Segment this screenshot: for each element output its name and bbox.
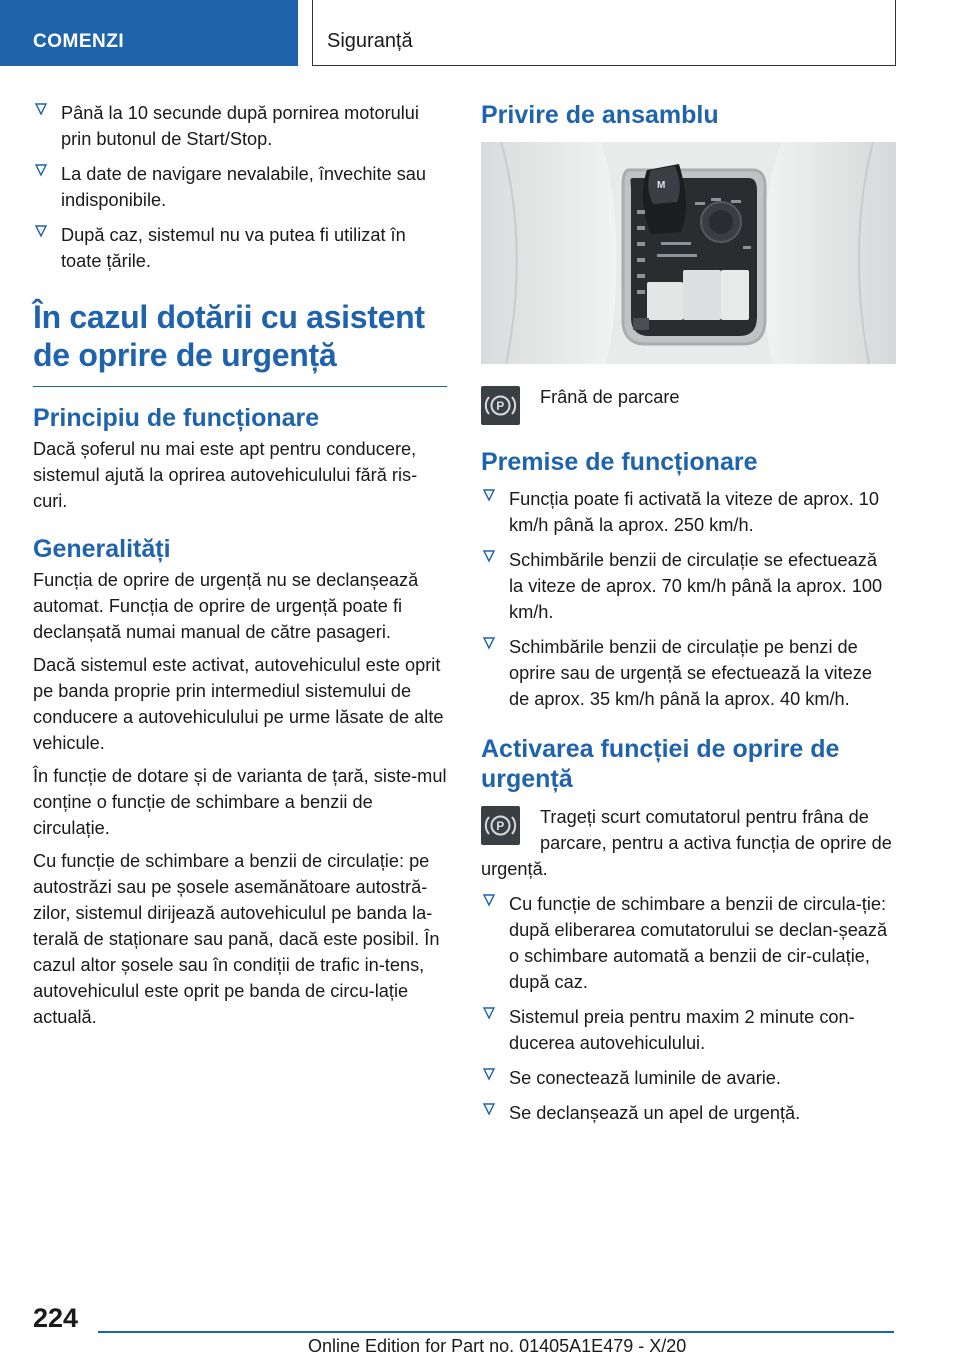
general-paragraph: Funcția de oprire de urgență nu se declanșează automat. Funcția de oprire de urgență poate fi declanșată numai manual de către pasageri. bbox=[33, 570, 419, 642]
section-title: Siguranță bbox=[327, 30, 413, 52]
general-paragraph: Cu funcție de schimbare a benzii de circulație: pe autostrăzi sau pe șosele asemănătoare autostră-zilor, sistemul dirijează autovehiculul pe banda la-terală de staționare sau pană, dacă este posibil. În cazul altor șosele sau în condiții de trafic in-tens, autovehiculul este oprit pe banda de circu-lație actuală. bbox=[33, 851, 440, 1027]
triangle-bullet-icon bbox=[34, 224, 48, 238]
activation-list bbox=[481, 891, 896, 1126]
list-item: Se conectează luminile de avarie. bbox=[481, 1065, 896, 1091]
chapter-title: COMENZI bbox=[33, 31, 125, 52]
prerequisites-list bbox=[481, 486, 896, 712]
list-item: După caz, sistemul nu va putea fi utilizat în toate țările. bbox=[33, 222, 447, 274]
m-logo: M bbox=[657, 180, 666, 191]
parking-brake-icon bbox=[481, 806, 520, 845]
right-column bbox=[481, 100, 896, 1135]
section-tab bbox=[312, 0, 896, 66]
list-item: Schimbările benzii de circulație se efectuează la viteze de aprox. 70 km/h până la aprox. 100 km/h. bbox=[481, 547, 896, 625]
activation-heading: Activarea funcției de oprire de urgență bbox=[481, 735, 840, 793]
conditions-list bbox=[33, 100, 447, 274]
triangle-bullet-icon bbox=[34, 102, 48, 116]
section-heading: În cazul dotării cu asistent de oprire de urgență bbox=[33, 298, 447, 387]
center-console-illustration bbox=[481, 142, 896, 364]
overview-heading: Privire de ansamblu bbox=[481, 101, 719, 129]
page-number: 224 bbox=[33, 1303, 79, 1333]
svg-text:P: P bbox=[496, 399, 505, 413]
general-paragraph: Dacă sistemul este activat, autovehiculul este oprit pe banda proprie prin intermediul sistemului de conducere a autovehiculului pe urme lăsate de alte vehicule. bbox=[33, 655, 444, 753]
triangle-bullet-icon bbox=[482, 1067, 496, 1081]
triangle-bullet-icon bbox=[482, 488, 496, 502]
general-paragraph: În funcție de dotare și de varianta de țară, siste-mul conține o funcție de schimbare a benzii de circulație. bbox=[33, 766, 447, 838]
triangle-bullet-icon bbox=[482, 549, 496, 563]
list-item: Cu funcție de schimbare a benzii de circula-ție: după eliberarea comutatorului se declan-șează o schimbare automată a benzii de cir-culație, după caz. bbox=[481, 891, 896, 995]
triangle-bullet-icon bbox=[482, 636, 496, 650]
triangle-bullet-icon bbox=[482, 1102, 496, 1116]
list-item: Schimbările benzii de circulație pe benzi de oprire sau de urgență se efectuează la viteze de aprox. 35 km/h până la aprox. 40 km/h. bbox=[481, 634, 896, 712]
principle-text: Dacă șoferul nu mai este apt pentru conducere, sistemul ajută la oprirea autovehiculului fără ris-curi. bbox=[33, 439, 418, 511]
general-heading: Generalități bbox=[33, 535, 171, 563]
list-item: Funcția poate fi activată la viteze de aprox. 10 km/h până la aprox. 250 km/h. bbox=[481, 486, 896, 538]
prerequisites-heading: Premise de funcționare bbox=[481, 448, 758, 476]
principle-heading: Principiu de funcționare bbox=[33, 404, 320, 432]
triangle-bullet-icon bbox=[482, 1006, 496, 1020]
parking-brake-icon bbox=[481, 386, 520, 425]
edition-text: Online Edition for Part no. 01405A1E479 - X/20 bbox=[308, 1336, 687, 1356]
center-console-photo bbox=[481, 142, 896, 364]
svg-text:P: P bbox=[496, 819, 505, 833]
activation-instruction bbox=[481, 804, 896, 882]
parking-brake-legend bbox=[481, 384, 896, 425]
list-item: Se declanșează un apel de urgență. bbox=[481, 1100, 896, 1126]
parking-brake-label: Frână de parcare bbox=[540, 387, 680, 407]
list-item: La date de navigare nevalabile, învechite sau indisponibile. bbox=[33, 161, 447, 213]
activation-text: Trageți scurt comutatorul pentru frâna de parcare, pentru a activa funcția de oprire de urgență. bbox=[481, 807, 892, 879]
triangle-bullet-icon bbox=[482, 893, 496, 907]
list-item: Până la 10 secunde după pornirea motorului prin butonul de Start/Stop. bbox=[33, 100, 447, 152]
triangle-bullet-icon bbox=[34, 163, 48, 177]
left-column bbox=[33, 100, 447, 1037]
footer-divider bbox=[98, 1331, 894, 1333]
chapter-tab bbox=[0, 0, 298, 66]
list-item: Sistemul preia pentru maxim 2 minute con-ducerea autovehiculului. bbox=[481, 1004, 896, 1056]
